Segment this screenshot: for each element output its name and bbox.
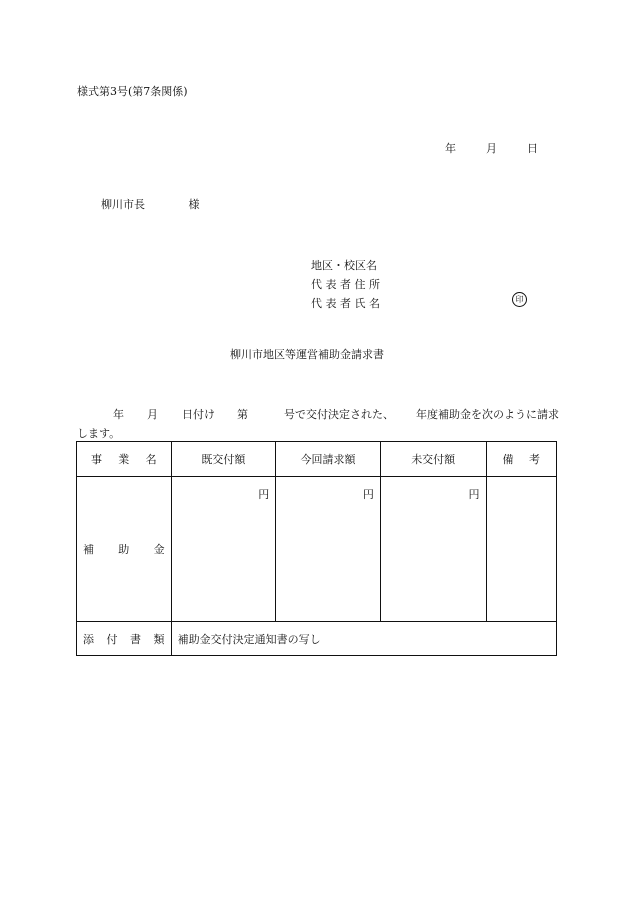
cell-already-granted: 円 [171, 477, 276, 622]
document-title: 柳川市地区等運営補助金請求書 [230, 348, 384, 361]
header-not-granted: 未交付額 [380, 442, 486, 477]
table-row-attachments [77, 622, 557, 656]
stmt-number-prefix: 第 [237, 408, 248, 421]
request-table [76, 441, 557, 656]
date-line [445, 143, 538, 154]
row-label-subsidy: 補 助 金 [77, 477, 172, 622]
header-already-granted: 既交付額 [171, 442, 276, 477]
cell-not-granted: 円 [380, 477, 486, 622]
date-month: 月 [486, 142, 497, 155]
seal-mark: 印 [512, 292, 527, 307]
cell-remarks [486, 477, 556, 622]
cell-attachment-value: 補助金交付決定通知書の写し [171, 622, 556, 656]
request-statement [77, 405, 559, 443]
stmt-day-dated: 日付け [182, 408, 215, 421]
addressee [101, 199, 200, 210]
header-project-name: 事 業 名 [77, 442, 172, 477]
date-day: 日 [527, 142, 538, 155]
addressee-honorific: 様 [188, 198, 200, 211]
stmt-month: 月 [147, 408, 158, 421]
sender-district-label: 地区・校区名 [311, 259, 377, 272]
cell-current-request: 円 [276, 477, 381, 622]
stmt-year: 年 [113, 408, 124, 421]
header-remarks: 備 考 [486, 442, 556, 477]
header-current-request: 今回請求額 [276, 442, 381, 477]
table-header-row [77, 442, 557, 477]
stmt-fiscal-text: 年度補助金を次のように請求します。 [77, 408, 559, 440]
addressee-name: 柳川市長 [101, 198, 145, 211]
sender-block [311, 256, 380, 313]
sender-address-label: 代 表 者 住 所 [311, 278, 380, 291]
date-year: 年 [445, 142, 456, 155]
table-row-subsidy [77, 477, 557, 622]
stmt-decision-text: 号で交付決定された、 [284, 408, 394, 421]
form-number: 様式第3号(第7条関係) [77, 85, 188, 98]
sender-name-label: 代 表 者 氏 名 [311, 297, 380, 310]
row-label-attachments: 添 付 書 類 [77, 622, 172, 656]
